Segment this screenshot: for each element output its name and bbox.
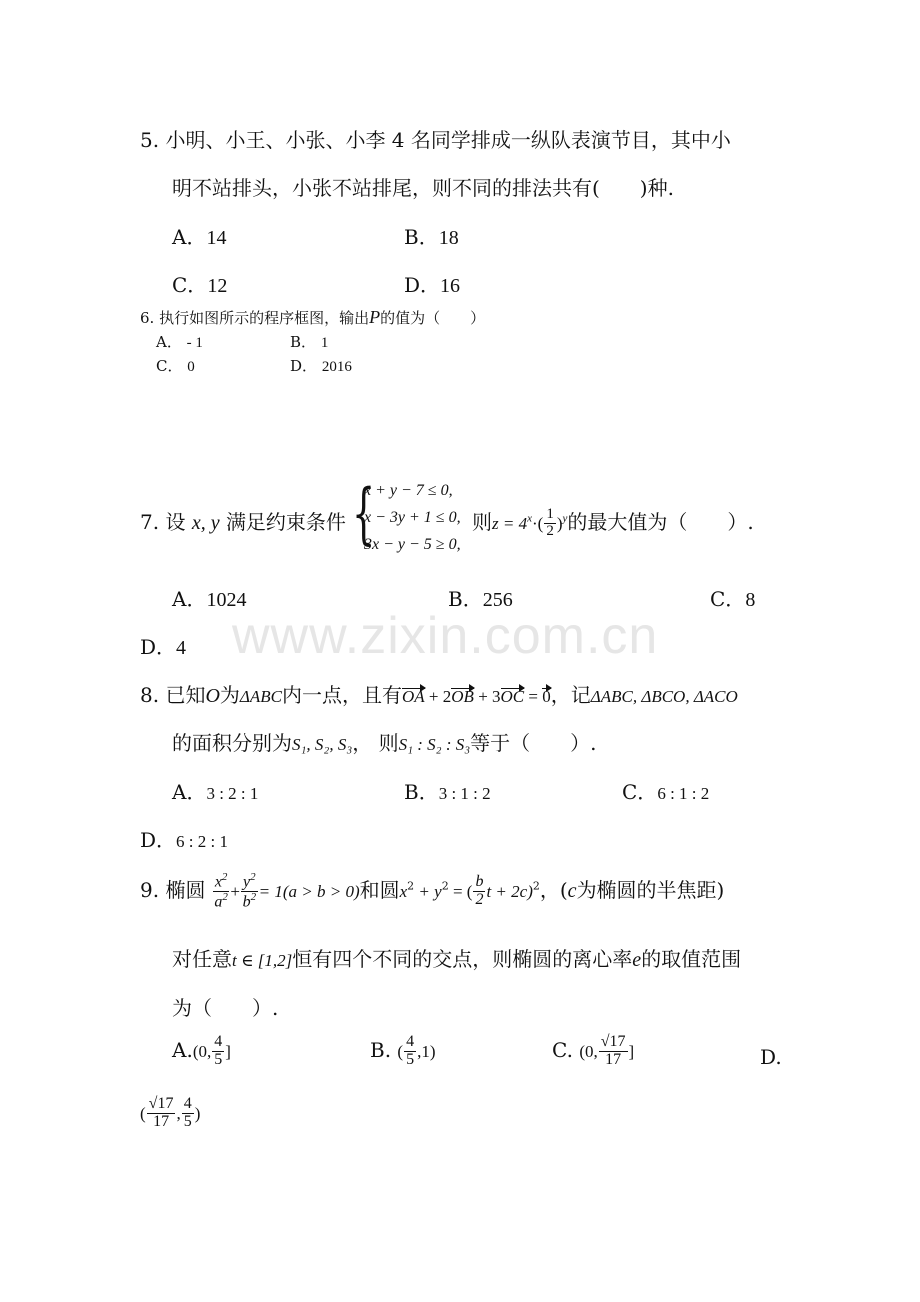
q8-option-c: C．6 : 1 : 2 [622, 780, 710, 804]
q9-option-d-label: D. [760, 1045, 782, 1069]
q9-option-c: C. (0, $\frac{√17}{17}$ ] [552, 1033, 635, 1068]
q6-option-d: D． 2016 [290, 357, 352, 375]
q8-option-d: D．6 : 2 : 1 [140, 828, 228, 852]
q7-constraint-2: x − 3y + 1 ≤ 0, [364, 509, 461, 526]
q5-line1 [140, 124, 731, 153]
q7-option-c: C．8 [710, 587, 756, 611]
q7-option-d: D．4 [140, 635, 187, 659]
q5-number: 5. [140, 128, 160, 152]
q7-option-a: A．1024 [172, 587, 247, 611]
q9-stem-line3: 为（ ）. [172, 996, 279, 1020]
q7-stem-a: 7. 设 x, y 满足约束条件 [140, 510, 346, 534]
q8-stem-line2: 的面积分别为S₁, S₂, S₃， 则S₁ : S₂ : S₃等于（ ）. [172, 731, 597, 755]
q5-stem-line2: 明不站排头，小张不站排尾，则不同的排法共有( )种. [172, 176, 674, 200]
q8-stem-line1: 8. 已知O为ΔABC内一点，且有OA + 2OB + 3OC = 0，记ΔABC, ΔBCO, ΔACO [140, 683, 738, 707]
q7-constraint-1: x + y − 7 ≤ 0, [364, 482, 453, 499]
q8-option-a: A．3 : 2 : 1 [172, 780, 259, 804]
q5-option-d: D．16 [404, 273, 461, 297]
q9-stem-line2: 对任意t ∈ [1,2]恒有四个不同的交点，则椭圆的离心率e的取值范围 [172, 947, 742, 971]
q6-option-b: B． 1 [290, 333, 329, 351]
q5-option-b: B．18 [404, 225, 459, 249]
q9-option-d-value: ( $\frac{√17}{17}$ , $\frac{4}{5}$ ) [140, 1095, 201, 1130]
q7-option-b: B．256 [448, 587, 513, 611]
q6-option-a: A． - 1 [156, 333, 203, 351]
q7-stem-b: 则$z = 4^x\cdot$( $\frac{1}{2}$ )$^y$的最大值为（ ）. [472, 506, 754, 539]
q9-stem-line1: 9. 椭圆 $\frac{x^2}{a^2}$ + $\frac{y^2}{b^2}$ = 1(a > b > 0)和圆$x^2 + y^2$ = ( $\frac{b}{2}$ t + 2c)$^2$，(c为椭圆的半焦距) [140, 871, 725, 911]
q5-stem-line1: 小明、小王、小张、小李 4 名同学排成一纵队表演节目，其中小 [165, 128, 731, 152]
q5-option-c: C．12 [172, 273, 228, 297]
q9-option-a: A.(0, $\frac{4}{5}$ ] [172, 1033, 231, 1068]
q7-constraint-3: 3x − y − 5 ≥ 0, [364, 536, 461, 553]
q9-option-b: B. ( $\frac{4}{5}$ ,1) [370, 1033, 436, 1068]
watermark: www.zixin.com.cn [232, 607, 659, 665]
q6-stem: 6. 执行如图所示的程序框图，输出P的值为（ ） [140, 307, 486, 327]
q6-option-c: C． 0 [156, 357, 195, 375]
q5-option-a: A．14 [172, 225, 227, 249]
q8-option-b: B．3 : 1 : 2 [404, 780, 491, 804]
q7-brace: { [352, 475, 376, 552]
